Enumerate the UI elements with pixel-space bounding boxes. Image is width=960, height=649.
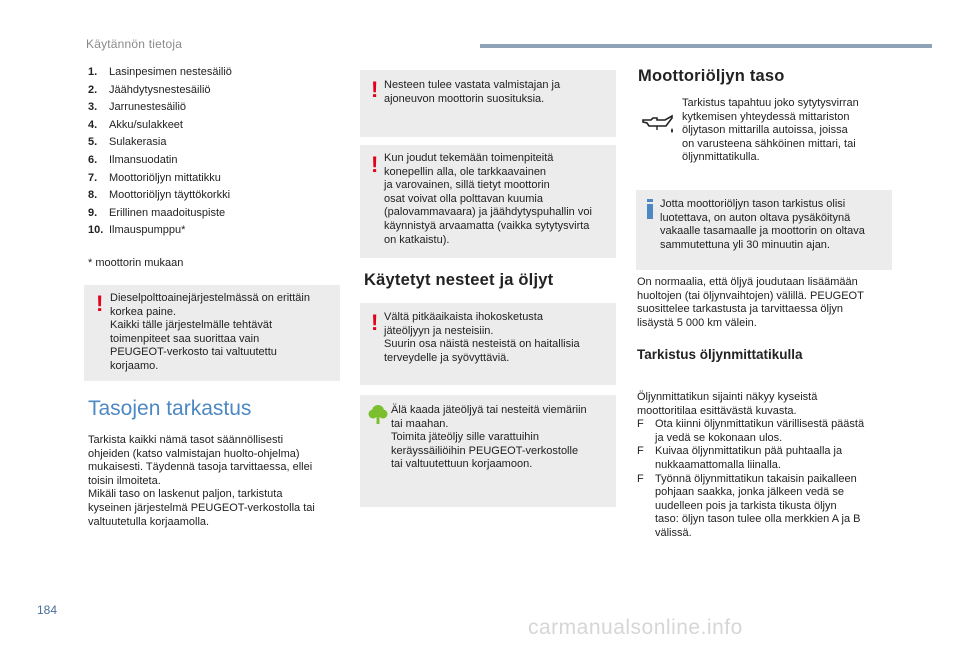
footer-watermark: carmanualsonline.info <box>528 616 743 639</box>
warning-box-fluid: ! Nesteen tulee vastata valmistajan ja ajoneuvon moottorin suosituksia. <box>360 70 616 137</box>
header-accent-bar <box>480 44 932 48</box>
warning-box-hot-parts: ! Kun joudut tekemään toimenpiteitä konepellin alla, ole tarkkaavainen ja varovainen, sillä tietyt moottorin osat voivat olla polttavan kuumia (palovammavaara) ja jäähdytyspuhallin voi käynnistyä arvaamatta (vaikka sytytysvirta on katkaistu). <box>360 145 616 258</box>
list-item: 7. Moottoriöljyn mittatikku <box>88 171 221 184</box>
eco-box-disposal: Älä kaada jäteöljyä tai nesteitä viemäriin tai maahan. Toimita jäteöljy sille varattuihin keräyssäiliöihin PEUGEOT-verkostolle tai valtuutettuun korjaamoon. <box>360 395 616 507</box>
oil-level-heading: Moottoriöljyn taso <box>638 67 785 85</box>
eco-tree-icon <box>367 403 389 425</box>
list-item: 3. Jarrunestesäiliö <box>88 101 187 114</box>
info-icon <box>646 199 654 219</box>
levels-paragraph: Tarkista kaikki nämä tasot säännöllisesti ohjeiden (katso valmistajan huolto-ohjelma) mukaisesti. Täydennä tasoja tarvittaessa, ellei toisin ilmoiteta. Mikäli taso on laskenut paljon, tarkistuta kyseinen järjestelmä PEUGEOT-verkostolla tai valtuutetulla korjaamolla. <box>88 434 315 528</box>
oil-can-icon <box>641 112 675 136</box>
list-item: F Ota kiinni öljynmittatikun värillisestä päästä ja vedä se kokonaan ulos. <box>637 418 865 444</box>
warning-icon: ! <box>96 291 104 316</box>
list-item: 10. Ilmauspumppu* <box>88 224 186 237</box>
oil-level-paragraph: On normaalia, että öljyä joudutaan lisäämään huoltojen (tai öljynvaihtojen) välillä. PEUGEOT suosittelee tarkastusta ja tarvittaessa öljyn lisäystä 5 000 km välein. <box>637 276 864 329</box>
list-item: 5. Sulakerasia <box>88 136 167 149</box>
warning-icon: ! <box>371 77 379 102</box>
list-item: 1. Lasinpesimen nestesäiliö <box>88 66 232 78</box>
list-item: 2. Jäähdytysnestesäiliö <box>88 83 211 96</box>
page-number: 184 <box>37 603 58 617</box>
section-title: Käytännön tietoja <box>86 37 183 51</box>
list-item: 8. Moottoriöljyn täyttökorkki <box>88 189 231 202</box>
warning-box-diesel: ! Dieselpolttoainejärjestelmässä on erittäin korkea paine. Kaikki tälle järjestelmälle tehtävät toimenpiteet saa suorittaa vain PEUGEOT-verkosto tai valtuutettu korjaamo. <box>84 285 340 381</box>
dipstick-section: Öljynmittatikun sijainti näkyy kyseistä moottoritilaa esittävästä kuvasta. F Ota kiinni öljynmittatikun värillisestä päästä ja vedä se kokonaan ulos. F Kuivaa öljynmittatikun pää puhtaalla ja nukkaamattomalla liinalla. F Työnnä öljynmittatikun takaisin paikalleen pohjaan saakka, jonka jälkeen vedä se uudelleen pois ja tarkista tikusta öljyn taso: öljyn tason tulee olla merkkien A ja B välissä. <box>637 391 897 541</box>
list-item: F Työnnä öljynmittatikun takaisin paikalleen pohjaan saakka, jonka jälkeen vedä se uudelleen pois ja tarkista tikusta öljyn taso: öljyn tason tulee olla merkkien A ja B välissä. <box>637 472 861 539</box>
footnote: * moottorin mukaan <box>88 257 184 269</box>
list-item: F Kuivaa öljynmittatikun pää puhtaalla ja nukkaamattomalla liinalla. <box>637 445 843 471</box>
dipstick-heading: Tarkistus öljynmittatikulla <box>637 347 803 362</box>
list-item: 6. Ilmansuodatin <box>88 153 178 166</box>
list-item: 9. Erillinen maadoituspiste <box>88 206 226 219</box>
warning-icon: ! <box>371 152 379 177</box>
info-box-oil-check: Jotta moottoriöljyn tason tarkistus olisi luotettava, on auton oltava pysäköitynä vakaalle tasamaalle ja moottorin on oltava sammutettuna yli 30 minuutin ajan. <box>636 190 892 270</box>
warning-icon: ! <box>371 310 379 335</box>
levels-heading: Tasojen tarkastus <box>88 397 252 420</box>
used-fluids-heading: Käytetyt nesteet ja öljyt <box>364 271 554 289</box>
oil-level-intro: Tarkistus tapahtuu joko sytytysvirran kytkemisen yhteydessä mittariston öljytason mittarilla autoissa, joissa on varusteena sähköinen mittari, tai öljynmittatikulla. <box>682 97 859 164</box>
warning-box-waste-oil: ! Vältä pitkäaikaista ihokosketusta jäteöljyyn ja nesteisiin. Suurin osa näistä nesteistä on haitallisia terveydelle ja syövyttäviä. <box>360 303 616 385</box>
component-list <box>88 64 340 240</box>
list-item: 4. Akku/sulakkeet <box>88 118 183 131</box>
